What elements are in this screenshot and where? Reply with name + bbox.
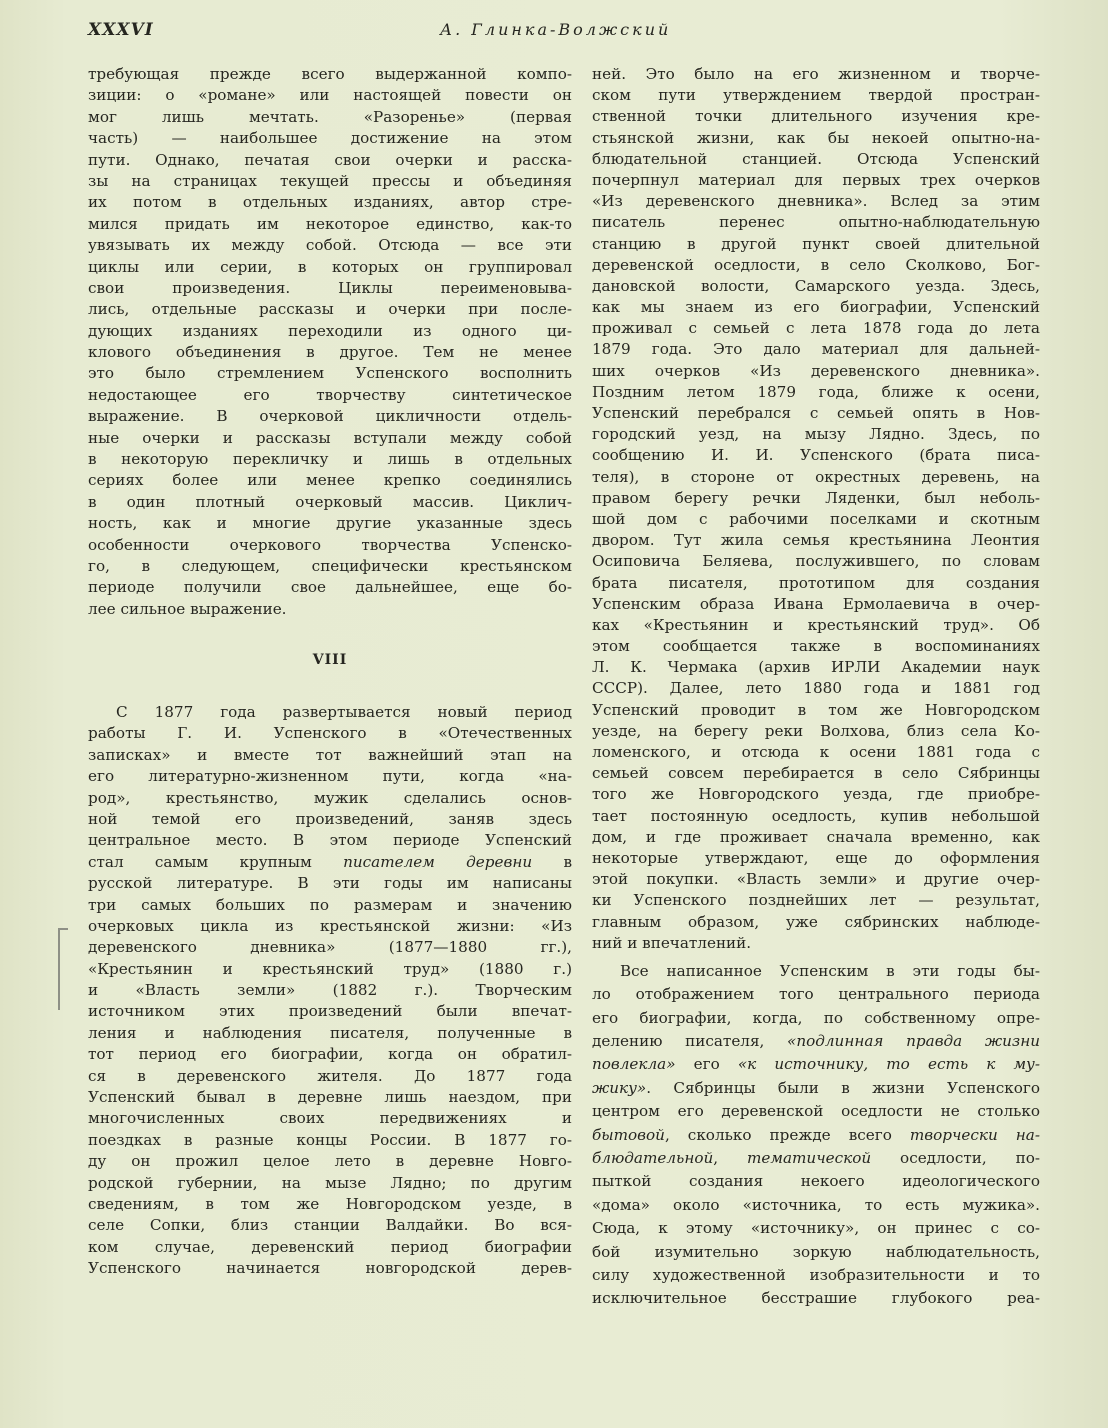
text-line: главным образом, уже сябринских наблюде-	[592, 912, 1040, 931]
text-segment: стал самым крупным	[88, 852, 344, 871]
text-line: исключительное бесстрашие глубокого реа-	[592, 1289, 1040, 1308]
text-line: некоторые утверждают, еще до оформления	[592, 848, 1040, 867]
text-line: 1879 года. Это дало материал для дальней-	[592, 340, 1040, 359]
text-line: ся в деревенского жителя. До 1877 года	[88, 1066, 572, 1085]
text-line: работы Г. И. Успенского в «Отечественных	[88, 724, 572, 743]
text-line: деревенского дневника» (1877—1880 гг.),	[88, 938, 572, 957]
text-line: выражение. В очерковой цикличности отдель-	[88, 407, 572, 426]
text-line: этом сообщается также в воспоминаниях	[592, 637, 1040, 656]
text-line: родской губернии, на мызе Лядно; по другим	[88, 1173, 572, 1192]
text-line: дановской волости, Самарского уезда. Здесь,	[592, 276, 1040, 295]
text-line: как мы знаем из его биографии, Успенский	[592, 298, 1040, 317]
text-line: в один плотный очерковый массив. Циклич-	[88, 492, 572, 511]
text-line: го, в следующем, специфически крестьянском	[88, 556, 572, 575]
text-segment: , сколько прежде всего	[664, 1125, 910, 1144]
paragraph	[88, 702, 572, 1280]
text-line	[592, 1147, 1040, 1170]
page-number: XXXVI	[88, 20, 154, 40]
text-line: Успенский бывал в деревне лишь наездом, при	[88, 1088, 572, 1107]
text-line: центром его деревенской оседлости не столько	[592, 1102, 1040, 1121]
text-line: записках» и вместе тот важнейший этап на	[88, 745, 572, 764]
text-line: циклы или серии, в которых он группировал	[88, 257, 572, 276]
text-line: недостающее его творчеству синтетическое	[88, 385, 572, 404]
text-line: «дома» около «источника, то есть мужика».	[592, 1195, 1040, 1214]
text-line: ду он прожил целое лето в деревне Новго-	[88, 1152, 572, 1171]
text-line	[592, 1053, 1040, 1076]
text-line: тот период его биографии, когда он обратил-	[88, 1045, 572, 1064]
text-line: ло отображением того центрального периода	[592, 985, 1040, 1004]
text-line: Успенского начинается новгородской дерев-	[88, 1259, 572, 1278]
text-line: пути. Однако, печатая свои очерки и расска-	[88, 150, 572, 169]
text-segment: делению писателя,	[592, 1032, 788, 1051]
text-line: брата писателя, прототипом для создания	[592, 573, 1040, 592]
text-line: и «Власть земли» (1882 г.). Творческим	[88, 981, 572, 1000]
text-line: тает постоянную оседлость, купив небольшой	[592, 806, 1040, 825]
text-line: деревенской оседлости, в село Сколково, Бог-	[592, 255, 1040, 274]
italic-text: повлекла»	[592, 1055, 676, 1074]
text-line: Успенский проводит в том же Новгородском	[592, 700, 1040, 719]
text-line: сериях более или менее крепко соединялись	[88, 471, 572, 490]
text-line: дом, и где проживает сначала временно, как	[592, 827, 1040, 846]
text-line: мог лишь мечтать. «Разоренье» (первая	[88, 107, 572, 126]
text-line: Поздним летом 1879 года, ближе к осени,	[592, 382, 1040, 401]
text-line: лее сильное выражение.	[88, 599, 287, 618]
text-line: их потом в отдельных изданиях, автор стре-	[88, 193, 572, 212]
text-line: «Крестьянин и крестьянский труд» (1880 г.)	[88, 959, 572, 978]
text-segment: ,	[713, 1149, 747, 1167]
text-segment: оседлости, по-	[871, 1149, 1040, 1167]
text-line: зы на страницах текущей прессы и объединяя	[88, 171, 572, 190]
text-line: требующая прежде всего выдержанной компо-	[88, 65, 572, 83]
text-line: стьянской жизни, как бы некоей опытно-на-	[592, 128, 1040, 147]
text-line: мился придать им некоторое единство, как-то	[88, 214, 572, 233]
left-column-bottom	[88, 702, 572, 1280]
text-line: увязывать их между собой. Отсюда — все эти	[88, 236, 572, 255]
text-line: двором. Тут жила семья крестьянина Леонтия	[592, 531, 1040, 550]
text-line: этой покупки. «Власть земли» и другие очер-	[592, 870, 1040, 889]
text-line: почерпнул материал для первых трех очерков	[592, 170, 1040, 189]
text-line: ней. Это было на его жизненном и творче-	[592, 65, 1040, 83]
text-line: проживал с семьей с лета 1878 года до лета	[592, 319, 1040, 338]
text-line	[592, 1077, 1040, 1100]
text-line: поездках в разные концы России. В 1877 го-	[88, 1130, 572, 1149]
text-line: селе Сопки, близ станции Валдайки. Во вся-	[88, 1216, 572, 1235]
text-line: Сюда, к этому «источнику», он принес с со-	[592, 1219, 1040, 1238]
text-line: СССР). Далее, лето 1880 года и 1881 год	[592, 679, 1040, 698]
text-line: блюдательной станцией. Отсюда Успенский	[592, 149, 1040, 168]
text-line: правом берегу речки Ляденки, был неболь-	[592, 488, 1040, 507]
italic-text: творчески на-	[909, 1125, 1040, 1144]
text-line: ших очерков «Из деревенского дневника».	[592, 361, 1040, 380]
text-line	[592, 1030, 1040, 1053]
text-line: особенности очеркового творчества Успенско-	[88, 535, 572, 554]
text-line: часть) — наибольшее достижение на этом	[88, 129, 572, 148]
italic-text: блюдательной	[592, 1149, 714, 1167]
text-line: Л. К. Чермака (архив ИРЛИ Академии наук	[592, 658, 1040, 677]
text-line: Все написанное Успенским в эти годы бы-	[620, 961, 1040, 980]
text-segment: . Сябринцы были в жизни Успенского	[646, 1078, 1040, 1097]
text-line: силу художественной изобразительности и то	[592, 1265, 1040, 1284]
text-line: периоде получили свое дальнейшее, еще бо-	[88, 578, 572, 597]
text-line: станцию в другой пункт своей длительной	[592, 234, 1040, 253]
text-line: ках «Крестьянин и крестьянский труд». Об	[592, 615, 1040, 634]
italic-text: «к источнику, то есть к му-	[737, 1055, 1040, 1074]
text-line: клового объединения в другое. Тем не менее	[88, 343, 572, 362]
section-heading: VIII	[312, 652, 348, 668]
text-line: ском пути утверждением твердой простран-	[592, 86, 1040, 105]
paragraph	[592, 960, 1040, 1311]
text-line	[88, 852, 572, 873]
text-line: теля), в стороне от окрестных деревень, на	[592, 467, 1040, 486]
text-line: того же Новгородского уезда, где приобре-	[592, 785, 1040, 804]
text-line: сообщению И. И. Успенского (брата писа-	[592, 446, 1040, 465]
text-line: свои произведения. Циклы переименовыва-	[88, 278, 572, 297]
margin-bracket-mark	[58, 928, 68, 1010]
text-line: род», крестьянство, мужик сделались основ-	[88, 788, 572, 807]
text-line: городский уезд, на мызу Лядно. Здесь, по	[592, 425, 1040, 444]
italic-text: жику»	[592, 1078, 647, 1097]
text-line: ки Успенского позднейших лет — результат,	[592, 891, 1040, 910]
paragraph	[592, 64, 1040, 954]
text-segment: в	[532, 852, 572, 871]
text-segment: его	[675, 1055, 738, 1074]
text-line: центральное место. В этом периоде Успенский	[88, 831, 572, 850]
text-line: это было стремлением Успенского восполнить	[88, 364, 572, 383]
text-line: С 1877 года развертывается новый период	[116, 703, 572, 721]
left-column-top	[88, 64, 572, 620]
text-line: писатель перенес опытно-наблюдательную	[592, 213, 1040, 232]
text-line: его литературно-жизненном пути, когда «на-	[88, 767, 572, 786]
italic-text: писателем деревни	[343, 852, 533, 871]
text-line: ность, как и многие другие указанные здесь	[88, 514, 572, 533]
text-line: уезде, на берегу реки Волхова, близ села Ко-	[592, 721, 1040, 740]
text-line: в некоторую перекличку и лишь в отдельных	[88, 450, 572, 469]
text-line: ком случае, деревенский период биографии	[88, 1237, 572, 1256]
text-line: ные очерки и рассказы вступали между собой	[88, 428, 572, 447]
right-column	[592, 64, 1040, 1311]
paragraph	[88, 64, 572, 620]
running-title: А. Глинка-Волжский	[440, 20, 672, 39]
text-line	[592, 1124, 1040, 1147]
text-line: бой изумительно зоркую наблюдательность,	[592, 1242, 1040, 1261]
text-line: семьей совсем перебирается в село Сябринцы	[592, 764, 1040, 783]
text-line: шой дом с рабочими поселками и скотным	[592, 509, 1040, 528]
italic-text: тематической	[746, 1149, 872, 1167]
text-line: дующих изданиях переходили из одного ци-	[88, 321, 572, 340]
text-line: ной темой его произведений, заняв здесь	[88, 809, 572, 828]
text-line: пыткой создания некоего идеологического	[592, 1172, 1040, 1191]
text-line: ственной точки длительного изучения кре-	[592, 107, 1040, 126]
text-line: Успенский перебрался с семьей опять в Нов-	[592, 404, 1040, 422]
text-line: очерковых цикла из крестьянской жизни: «Из	[88, 916, 572, 935]
text-line: сведениям, в том же Новгородском уезде, в	[88, 1194, 572, 1213]
text-line: зиции: о «романе» или настоящей повести он	[88, 86, 572, 105]
text-line: ления и наблюдения писателя, полученные в	[88, 1023, 572, 1042]
text-line: Осиповича Беляева, послужившего, по словам	[592, 552, 1040, 571]
text-line: ломенского, и отсюда к осени 1881 года с	[592, 743, 1040, 761]
italic-text: «подлинная правда жизни	[787, 1032, 1040, 1051]
text-line: многочисленных своих передвижениях и	[88, 1109, 572, 1128]
text-line: «Из деревенского дневника». Вслед за этим	[592, 192, 1040, 211]
text-line: Успенским образа Ивана Ермолаевича в очер-	[592, 594, 1040, 613]
text-line: лись, отдельные рассказы и очерки при после-	[88, 300, 572, 319]
text-line: его биографии, когда, по собственному опре-	[592, 1008, 1040, 1027]
italic-text: бытовой	[592, 1125, 665, 1144]
text-line: ний и впечатлений.	[592, 933, 752, 952]
text-line: источником этих произведений были впечат-	[88, 1002, 572, 1021]
text-line: три самых больших по размерам и значению	[88, 895, 572, 914]
text-line: русской литературе. В эти годы им написаны	[88, 874, 572, 893]
